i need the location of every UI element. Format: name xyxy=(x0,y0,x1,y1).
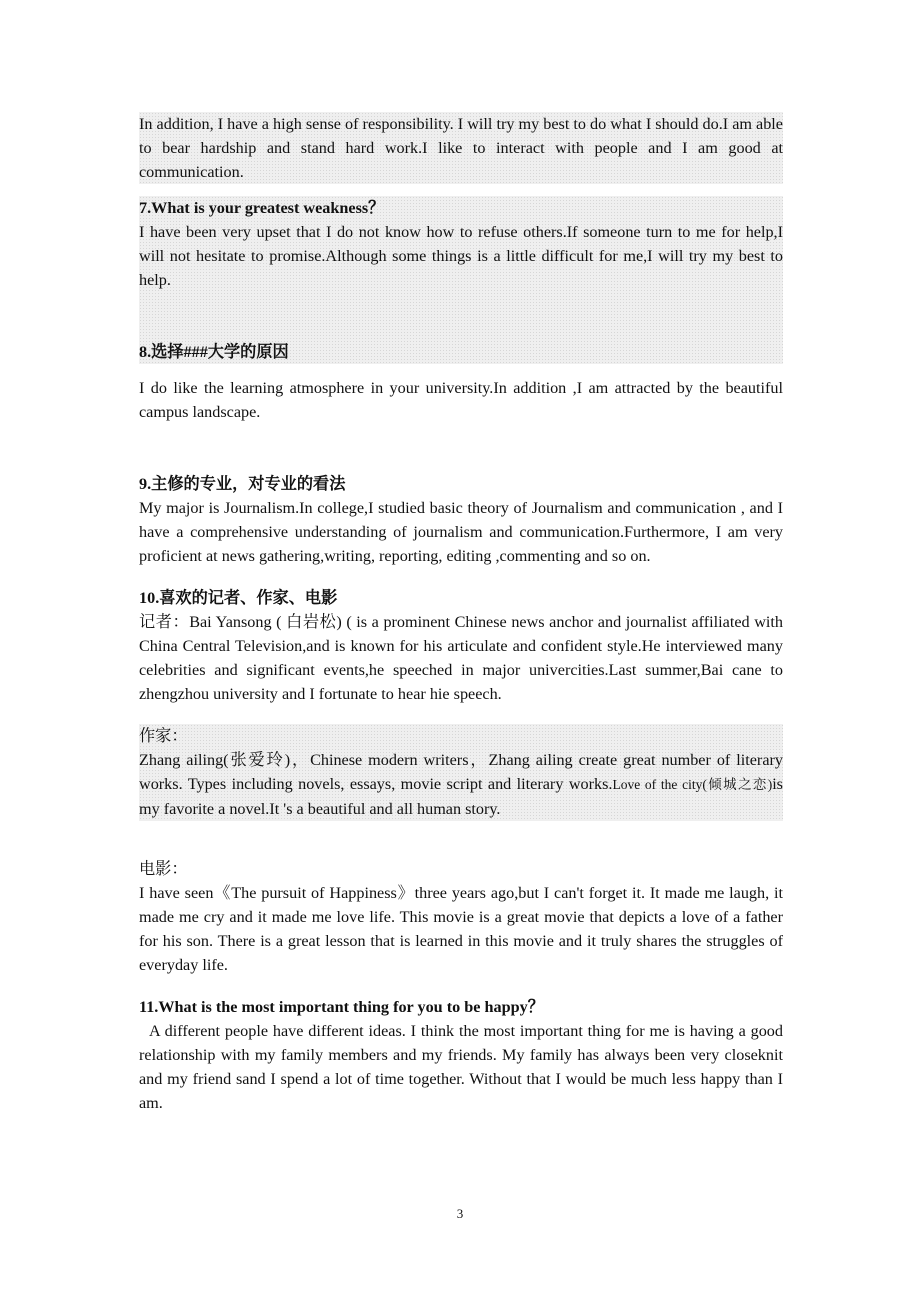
writer-text xyxy=(139,748,783,821)
q7-answer: I have been very upset that I do not know how to refuse others.If someone turn to me for help,I will not hesitate to promise.Although some things is a little difficult for me,I will try my best to help. xyxy=(139,223,783,289)
q9-answer: My major is Journalism.In college,I studied basic theory of Journalism and communication , and I have a comprehensive understanding of journalism and communication.Furthermore, I am very proficient at news gathering,writing, reporting, editing ,commenting and so on. xyxy=(139,499,783,565)
q9-title: 9.主修的专业，对专业的看法 xyxy=(139,475,346,493)
q11-title: 11.What is the most important thing for you to be happy？ xyxy=(139,998,544,1016)
document-page xyxy=(139,112,783,1115)
q8-title: 8.选择###大学的原因 xyxy=(139,343,289,361)
writer-main: Zhang ailing(张爱玲)，Chinese modern writers，Zhang ailing create great number of literary works. Types including novels, essays, movie script and literary works. xyxy=(139,751,783,793)
q8-answer: I do like the learning atmosphere in your university.In addition ,I am attracted by the beautiful campus landscape. xyxy=(139,379,783,421)
q10-writer-block xyxy=(139,724,783,821)
movie-label: 电影： xyxy=(139,860,188,878)
q7-title: 7.What is your greatest weakness？ xyxy=(139,199,385,217)
q10-title: 10.喜欢的记者、作家、电影 xyxy=(139,589,338,607)
q6-continuation-block xyxy=(139,112,783,184)
q11-answer: A different people have different ideas. I think the most important thing for me is having a good relationship with my family members and my friends. My family has always been very closeknit and my friend sand I spend a lot of time together. Without that I would be much less happy than I am. xyxy=(139,1022,783,1112)
writer-small: Love of the city(倾城之恋) xyxy=(612,777,773,792)
movie-text: I have seen《The pursuit of Happiness》three years ago,but I can't forget it. It made me laugh, it made me cry and it made me love life. This movie is a great movie that depicts a love of a father for his son. There is a great lesson that is learned in this movie and it truly shares the struggles of everyday life. xyxy=(139,884,783,974)
q10-reporter xyxy=(139,610,783,706)
reporter-label: 记者： xyxy=(139,613,190,631)
writer-tail: is my favorite a novel.It 's a beautiful and all human story. xyxy=(139,775,783,818)
q6-continuation-text: In addition, I have a high sense of responsibility. I will try my best to do what I should do.I am able to bear hardship and stand hard work.I like to interact with people and I am good at communication. xyxy=(139,115,783,181)
q7-block xyxy=(139,196,783,364)
page-number: 3 xyxy=(456,1206,464,1221)
reporter-text: Bai Yansong ( 白岩松) ( is a prominent Chinese news anchor and journalist affiliated with China Central Television,and is known for his articulate and confident style.He interviewed many celebrities and significant events,he speeched in major univercities.Last summer,Bai cane to zhengzhou university and I fortunate to hear hie speech. xyxy=(139,613,783,703)
writer-label: 作家： xyxy=(139,727,188,745)
